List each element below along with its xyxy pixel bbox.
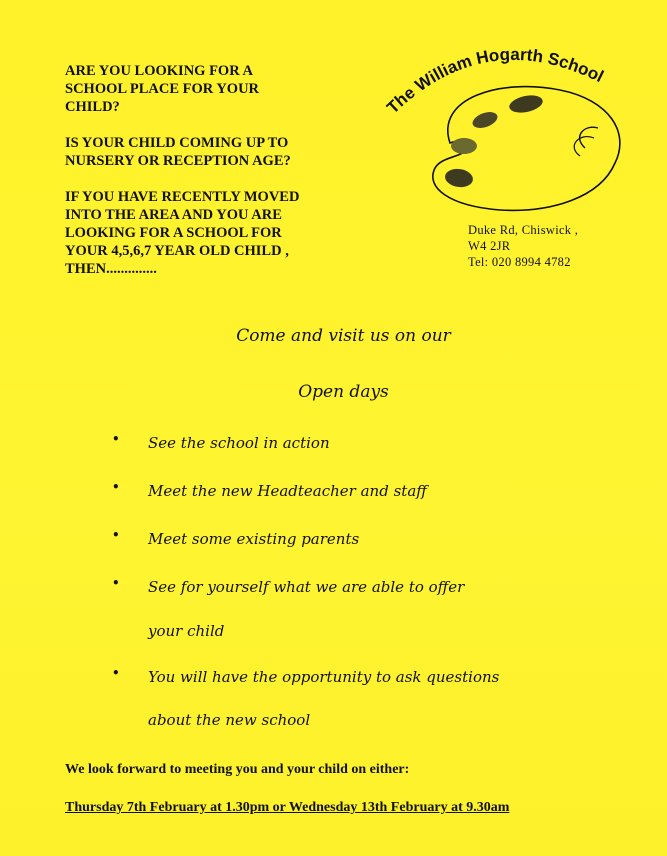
headline-open-days: Open days	[298, 382, 389, 402]
palette-icon	[433, 87, 620, 211]
question-moved-area	[65, 188, 345, 278]
open-day-dates: Thursday 7th February at 1.30pm or Wednesday 13th February at 9.30am	[65, 800, 510, 815]
bullet-icon: •	[112, 576, 120, 590]
address-postcode: W4 2JR	[468, 239, 511, 253]
list-item-text: See for yourself what we are able to offer	[148, 578, 465, 596]
list-item-continuation: about the new school	[148, 711, 311, 729]
text-line: IF YOU HAVE RECENTLY MOVED	[65, 189, 300, 205]
text-line: YOUR 4,5,6,7 YEAR OLD CHILD ,	[65, 243, 289, 259]
text-line: LOOKING FOR A SCHOOL FOR	[65, 225, 282, 241]
question-nursery-age	[65, 134, 345, 170]
school-logo	[380, 28, 650, 228]
list-item-text: Meet the new Headteacher and staff	[148, 482, 427, 500]
intro-questions	[65, 62, 345, 296]
bullet-icon: •	[112, 432, 120, 446]
school-address	[468, 222, 578, 270]
text-line: CHILD?	[65, 99, 120, 115]
text-line: IS YOUR CHILD COMING UP TO	[65, 135, 289, 151]
logo-school-name: The William Hogarth School	[383, 44, 607, 118]
bullet-icon: •	[112, 666, 120, 680]
bullet-icon: •	[112, 480, 120, 494]
address-street: Duke Rd, Chiswick ,	[468, 223, 579, 237]
text-line: NURSERY OR RECEPTION AGE?	[65, 153, 291, 169]
question-school-place	[65, 62, 345, 116]
headline-visit: Come and visit us on our	[236, 326, 451, 346]
list-item-text: Meet some existing parents	[148, 530, 360, 548]
text-line: INTO THE AREA AND YOU ARE	[65, 207, 282, 223]
list-item-continuation: your child	[148, 622, 225, 640]
address-phone: Tel: 020 8994 4782	[468, 255, 571, 269]
text-line: THEN..............	[65, 261, 157, 277]
list-item-text: You will have the opportunity to ask questions	[148, 668, 500, 686]
list-item-text: See the school in action	[148, 434, 330, 452]
bullet-icon: •	[112, 528, 120, 542]
closing-statement: We look forward to meeting you and your child on either:	[65, 762, 410, 777]
text-line: SCHOOL PLACE FOR YOUR	[65, 81, 260, 97]
text-line: ARE YOU LOOKING FOR A	[65, 63, 253, 79]
